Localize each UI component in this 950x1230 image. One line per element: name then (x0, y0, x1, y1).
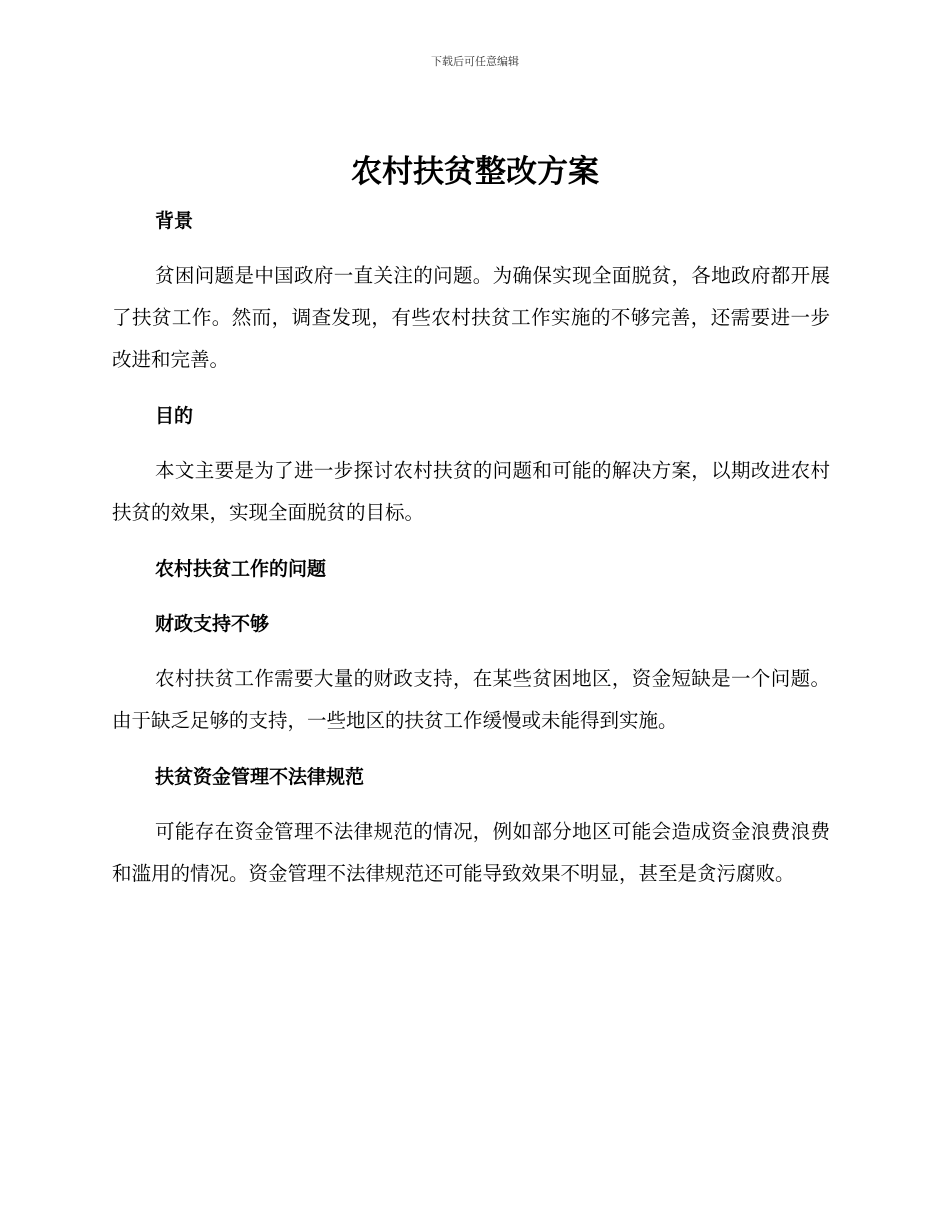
heading-fund-management: 扶贫资金管理不法律规范 (155, 766, 365, 788)
paragraph-background: 贫困问题是中国政府一直关注的问题。为确保实现全面脱贫，各地政府都开展了扶贫工作。然而，调查发现，有些农村扶贫工作实施的不够完善，还需要进一步改进和完善。 (112, 264, 830, 371)
paragraph-purpose: 本文主要是为了进一步探讨农村扶贫的问题和可能的解决方案，以期改进农村扶贫的效果，实现全面脱贫的目标。 (112, 459, 830, 524)
header-note: 下载后可任意编辑 (431, 55, 519, 68)
heading-financial-support: 财政支持不够 (155, 613, 270, 635)
heading-background: 背景 (155, 210, 194, 232)
document-body (112, 200, 830, 895)
paragraph-fund-management: 可能存在资金管理不法律规范的情况，例如部分地区可能会造成资金浪费浪费和滥用的情况。资金管理不法律规范还可能导致效果不明显，甚至是贪污腐败。 (112, 820, 830, 885)
paragraph-financial-support: 农村扶贫工作需要大量的财政支持，在某些贫困地区，资金短缺是一个问题。由于缺乏足够的支持，一些地区的扶贫工作缓慢或未能得到实施。 (112, 667, 830, 732)
heading-purpose: 目的 (155, 405, 194, 427)
document-title: 农村扶贫整改方案 (351, 154, 599, 190)
heading-problems: 农村扶贫工作的问题 (155, 558, 327, 580)
